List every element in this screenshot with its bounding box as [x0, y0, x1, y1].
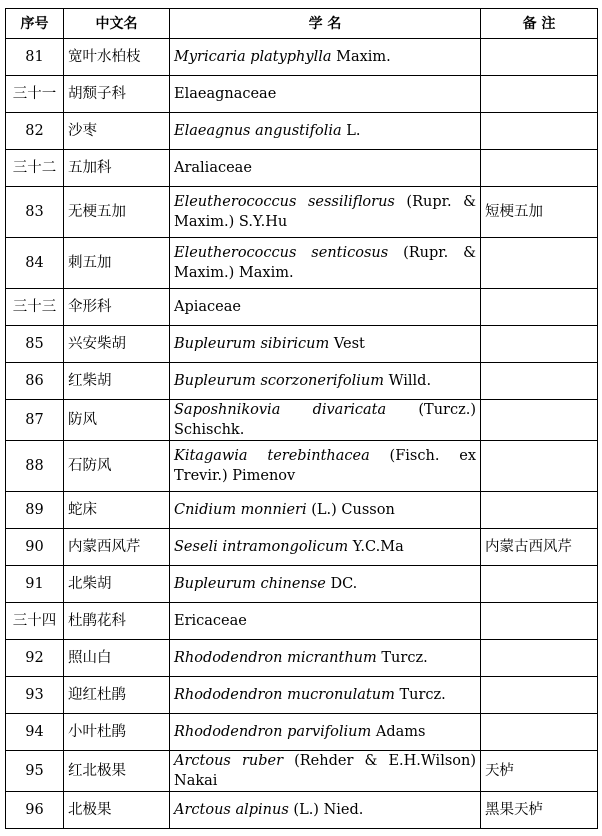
scientific-name-italic: Rhododendron micranthum [174, 650, 377, 666]
table-row [6, 289, 598, 326]
scientific-name-italic: Bupleurum scorzonerifolium [174, 373, 385, 389]
scientific-name-author: DC. [325, 576, 358, 592]
scientific-name-author: (L.) Cusson [306, 502, 395, 518]
table-row [6, 113, 598, 150]
cell-note [481, 238, 598, 289]
cell-chinese-name: 红北极果 [64, 751, 170, 792]
table-row [6, 677, 598, 714]
cell-note [481, 39, 598, 76]
cell-chinese-name: 照山白 [64, 640, 170, 677]
cell-no: 93 [6, 677, 64, 714]
cell-note [481, 289, 598, 326]
scientific-name-italic: Myricaria platyphylla [174, 49, 332, 65]
cell-scientific-name [170, 238, 481, 289]
cell-no: 88 [6, 441, 64, 492]
cell-note [481, 677, 598, 714]
cell-chinese-name: 迎红杜鹃 [64, 677, 170, 714]
table-row [6, 529, 598, 566]
header-no: 序号 [6, 9, 64, 39]
cell-chinese-name: 五加科 [64, 150, 170, 187]
header-chinese-name: 中文名 [64, 9, 170, 39]
table-row [6, 76, 598, 113]
cell-scientific-name [170, 400, 481, 441]
cell-chinese-name: 杜鹃花科 [64, 603, 170, 640]
cell-no: 81 [6, 39, 64, 76]
cell-note [481, 326, 598, 363]
cell-no: 90 [6, 529, 64, 566]
cell-scientific-name [170, 187, 481, 238]
cell-note: 内蒙古西风芹 [481, 529, 598, 566]
cell-no: 三十三 [6, 289, 64, 326]
cell-scientific-name [170, 792, 481, 829]
cell-note [481, 603, 598, 640]
cell-no: 三十一 [6, 76, 64, 113]
cell-no: 三十四 [6, 603, 64, 640]
scientific-name-italic: Elaeagnus angustifolia [174, 123, 342, 139]
cell-scientific-name [170, 76, 481, 113]
cell-no: 86 [6, 363, 64, 400]
cell-no: 83 [6, 187, 64, 238]
cell-scientific-name [170, 751, 481, 792]
table-row [6, 39, 598, 76]
cell-note [481, 714, 598, 751]
cell-chinese-name: 沙枣 [64, 113, 170, 150]
scientific-name-italic: Saposhnikovia divaricata [174, 402, 387, 418]
cell-scientific-name [170, 529, 481, 566]
table-row [6, 751, 598, 792]
scientific-name-author: Araliaceae [174, 160, 252, 176]
cell-chinese-name: 内蒙西风芹 [64, 529, 170, 566]
cell-chinese-name: 胡颓子科 [64, 76, 170, 113]
table-row [6, 441, 598, 492]
cell-chinese-name: 无梗五加 [64, 187, 170, 238]
scientific-name-author: L. [341, 123, 361, 139]
cell-scientific-name [170, 289, 481, 326]
cell-note [481, 640, 598, 677]
cell-scientific-name [170, 492, 481, 529]
scientific-name-author: (Rupr. & Maxim.) Maxim. [174, 245, 476, 281]
scientific-name-italic: Arctous alpinus [174, 802, 289, 818]
cell-chinese-name: 北柴胡 [64, 566, 170, 603]
cell-scientific-name [170, 603, 481, 640]
cell-no: 92 [6, 640, 64, 677]
cell-note: 短梗五加 [481, 187, 598, 238]
cell-chinese-name: 宽叶水柏枝 [64, 39, 170, 76]
table-row [6, 187, 598, 238]
cell-no: 84 [6, 238, 64, 289]
scientific-name-author: (L.) Nied. [288, 802, 364, 818]
cell-chinese-name: 蛇床 [64, 492, 170, 529]
cell-scientific-name [170, 640, 481, 677]
cell-scientific-name [170, 677, 481, 714]
cell-note [481, 566, 598, 603]
scientific-name-italic: Arctous ruber [174, 753, 284, 769]
cell-note [481, 150, 598, 187]
scientific-name-italic: Cnidium monnieri [174, 502, 307, 518]
cell-chinese-name: 防风 [64, 400, 170, 441]
scientific-name-author: (Rupr. & Maxim.) S.Y.Hu [174, 194, 476, 230]
scientific-name-author: Adams [371, 724, 426, 740]
cell-note [481, 76, 598, 113]
cell-no: 96 [6, 792, 64, 829]
cell-no: 82 [6, 113, 64, 150]
cell-scientific-name [170, 363, 481, 400]
scientific-name-italic: Bupleurum chinense [174, 576, 326, 592]
cell-scientific-name [170, 150, 481, 187]
cell-no: 87 [6, 400, 64, 441]
cell-no: 95 [6, 751, 64, 792]
table-row [6, 363, 598, 400]
scientific-name-italic: Eleutherococcus sessiliflorus [174, 194, 395, 210]
cell-chinese-name: 小叶杜鹃 [64, 714, 170, 751]
scientific-name-author: Maxim. [331, 49, 391, 65]
cell-chinese-name: 红柴胡 [64, 363, 170, 400]
cell-scientific-name [170, 566, 481, 603]
scientific-name-italic: Kitagawia terebinthacea [174, 448, 370, 464]
header-row [6, 9, 598, 39]
cell-no: 94 [6, 714, 64, 751]
table-row [6, 714, 598, 751]
scientific-name-author: Willd. [384, 373, 432, 389]
cell-no: 三十二 [6, 150, 64, 187]
cell-note [481, 441, 598, 492]
scientific-name-author: Turcz. [394, 687, 446, 703]
species-table [5, 8, 598, 829]
cell-chinese-name: 北极果 [64, 792, 170, 829]
cell-no: 91 [6, 566, 64, 603]
scientific-name-author: Ericaceae [174, 613, 247, 629]
table-row [6, 150, 598, 187]
scientific-name-author: Turcz. [376, 650, 428, 666]
cell-note [481, 492, 598, 529]
cell-chinese-name: 伞形科 [64, 289, 170, 326]
scientific-name-italic: Bupleurum sibiricum [174, 336, 330, 352]
scientific-name-italic: Eleutherococcus senticosus [174, 245, 389, 261]
header-note: 备 注 [481, 9, 598, 39]
scientific-name-author: (Turcz.) Schischk. [174, 402, 476, 438]
scientific-name-author: Y.C.Ma [348, 539, 404, 555]
table-row [6, 400, 598, 441]
cell-no: 85 [6, 326, 64, 363]
cell-no: 89 [6, 492, 64, 529]
header-scientific-name: 学 名 [170, 9, 481, 39]
table-row [6, 640, 598, 677]
cell-note [481, 113, 598, 150]
cell-chinese-name: 刺五加 [64, 238, 170, 289]
cell-note: 天栌 [481, 751, 598, 792]
table-row [6, 238, 598, 289]
scientific-name-author: Apiaceae [174, 299, 241, 315]
scientific-name-italic: Seseli intramongolicum [174, 539, 349, 555]
cell-scientific-name [170, 326, 481, 363]
table-row [6, 603, 598, 640]
cell-chinese-name: 兴安柴胡 [64, 326, 170, 363]
scientific-name-author: (Rehder & E.H.Wilson) Nakai [174, 753, 476, 789]
scientific-name-italic: Rhododendron mucronulatum [174, 687, 395, 703]
cell-scientific-name [170, 714, 481, 751]
scientific-name-author: Elaeagnaceae [174, 86, 277, 102]
cell-note [481, 363, 598, 400]
scientific-name-author: Vest [329, 336, 365, 352]
table-row [6, 566, 598, 603]
cell-chinese-name: 石防风 [64, 441, 170, 492]
scientific-name-italic: Rhododendron parvifolium [174, 724, 372, 740]
table-row [6, 326, 598, 363]
cell-note [481, 400, 598, 441]
cell-scientific-name [170, 113, 481, 150]
scientific-name-author: (Fisch. ex Trevir.) Pimenov [174, 448, 477, 484]
cell-scientific-name [170, 39, 481, 76]
cell-scientific-name [170, 441, 481, 492]
cell-note: 黑果天栌 [481, 792, 598, 829]
table-row [6, 792, 598, 829]
table-row [6, 492, 598, 529]
